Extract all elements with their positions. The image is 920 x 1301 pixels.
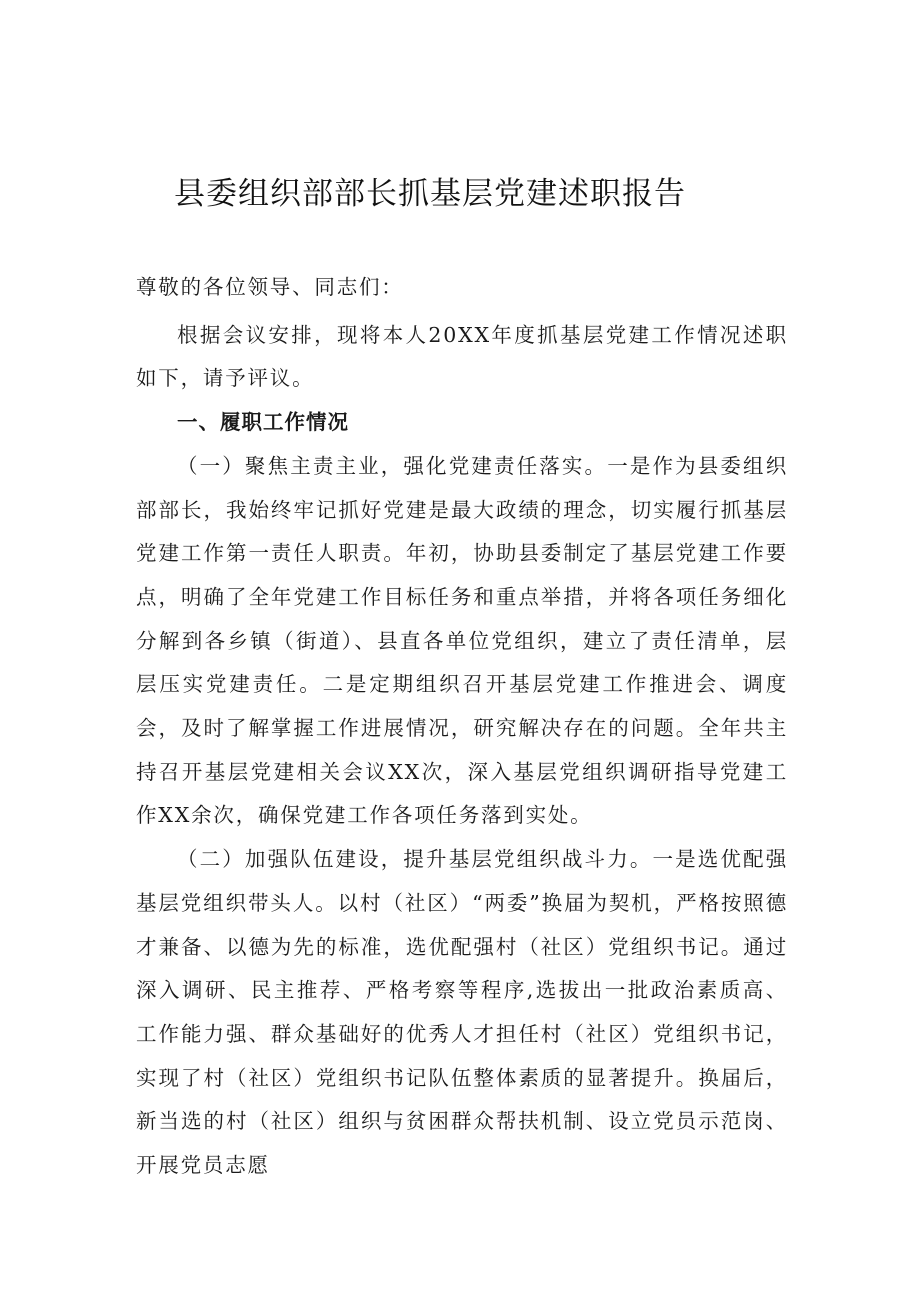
- intro-paragraph: 根据会议安排，现将本人20XX年度抓基层党建工作情况述职如下，请予评议。: [136, 322, 788, 391]
- body-paragraph-1: （一）聚焦主责主业，强化党建责任落实。一是作为县委组织部部长，我始终牢记抓好党建是最大政绩的理念，切实履行抓基层党建工作第一责任人职责。年初，协助县委制定了基层党建工作要点，明确了全年党建工作目标任务和重点举措，并将各项任务细化分解到各乡镇（街道）、县直各单位党组织，建立了责任清单，层层压实党建责任。二是定期组织召开基层党建工作推进会、调度会，及时了解掌握工作进展情况，研究解决存在的问题。全年共主持召开基层党建相关会议XX次，深入基层党组织调研指导党建工作XX余次，确保党建工作各项任务落到实处。: [136, 453, 788, 828]
- document-body: [136, 266, 788, 1188]
- document-title: 县委组织部部长抓基层党建述职报告: [174, 176, 686, 212]
- body-paragraph-2: （二）加强队伍建设，提升基层党组织战斗力。一是选优配强基层党组织带头人。以村（社区）“两委”换届为契机，严格按照德才兼备、以德为先的标准，选优配强村（社区）党组织书记。通过深入调研、民主推荐、严格考察等程序,选拔出一批政治素质高、工作能力强、群众基础好的优秀人才担任村（社区）党组织书记，实现了村（社区）党组织书记队伍整体素质的显著提升。换届后，新当选的村（社区）组织与贫困群众帮扶机制、设立党员示范岗、开展党员志愿: [136, 847, 788, 1178]
- salutation: 尊敬的各位领导、同志们：: [136, 275, 404, 299]
- section-heading: 一、履职工作情况: [177, 410, 349, 435]
